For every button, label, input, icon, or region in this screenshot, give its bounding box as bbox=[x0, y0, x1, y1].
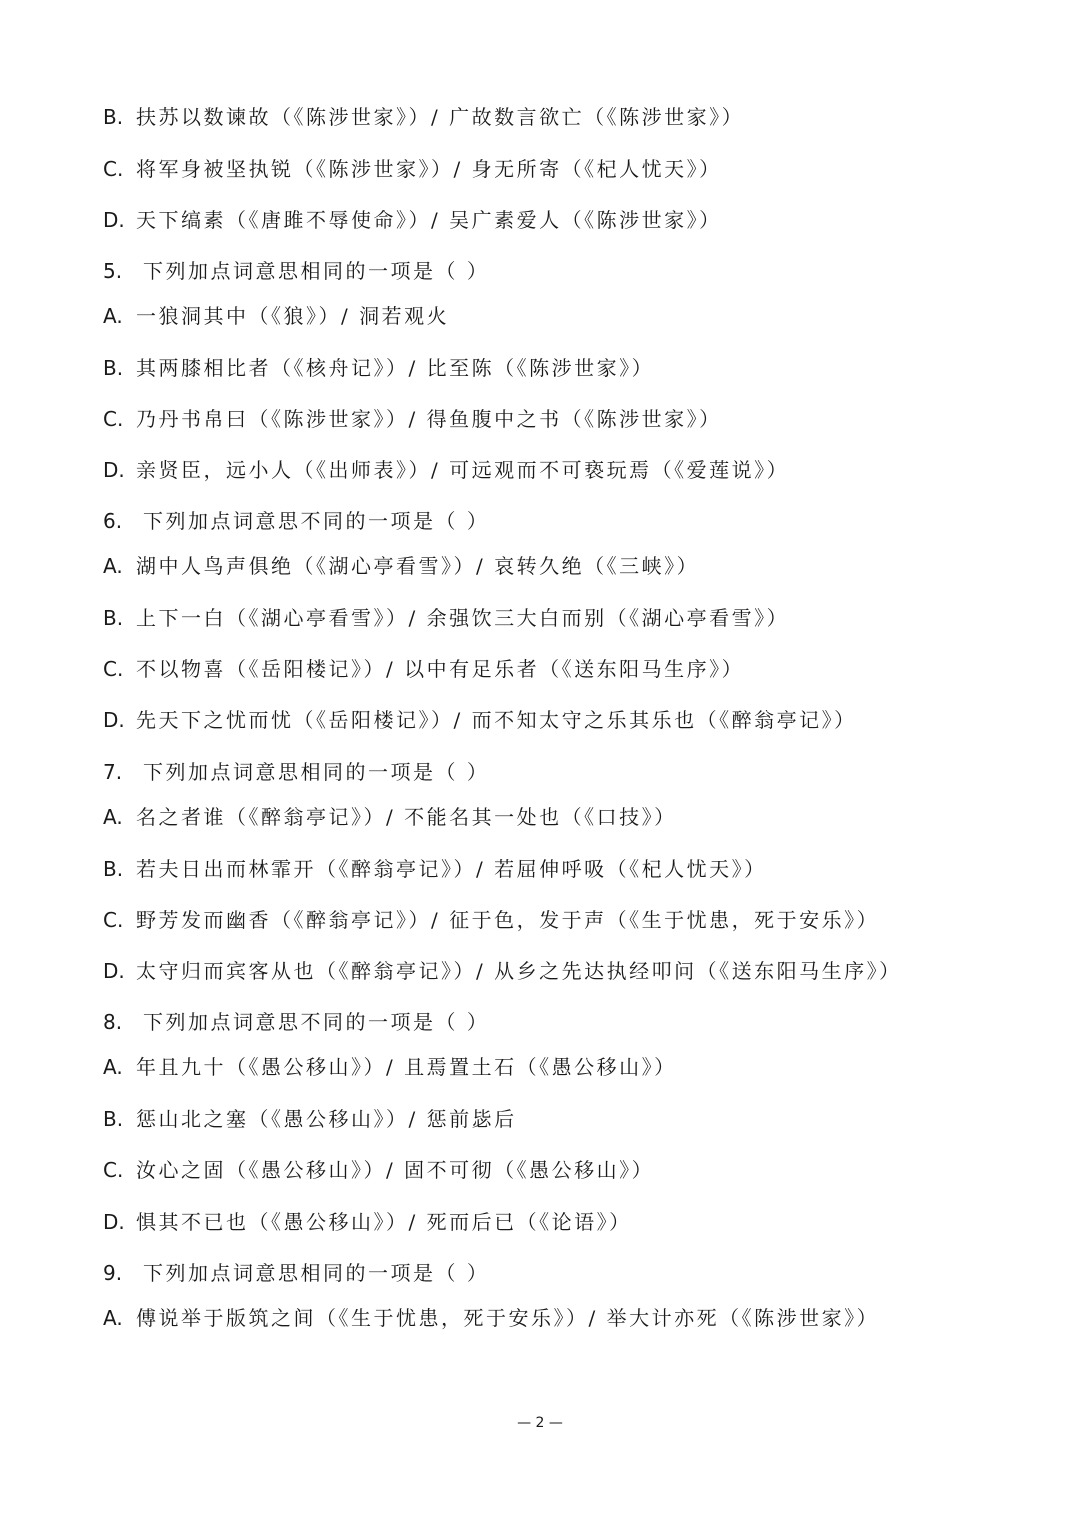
option-line bbox=[103, 604, 789, 632]
option-text: 扶苏以数谏故（《陈涉世家》）/ 广故数言欲亡（《陈涉世家》） bbox=[136, 105, 745, 129]
question-text: 下列加点词意思相同的一项是（ ） bbox=[143, 259, 490, 283]
option-line bbox=[103, 906, 879, 934]
option-text: 傅说举于版筑之间（《生于忧患，死于安乐》）/ 举大计亦死（《陈涉世家》） bbox=[136, 1306, 880, 1330]
option-label: A. bbox=[103, 304, 123, 328]
question-text: 下列加点词意思不同的一项是（ ） bbox=[143, 509, 490, 533]
option-text: 乃丹书帛曰（《陈涉世家》）/ 得鱼腹中之书（《陈涉世家》） bbox=[136, 407, 722, 431]
question-number: 9. bbox=[103, 1261, 123, 1285]
option-line bbox=[103, 155, 722, 183]
option-text: 太守归而宾客从也（《醉翁亭记》）/ 从乡之先达执经叩问（《送东阳马生序》） bbox=[136, 959, 902, 983]
option-text: 其两膝相比者（《核舟记》）/ 比至陈（《陈涉世家》） bbox=[136, 356, 655, 380]
question-number: 5. bbox=[103, 259, 123, 283]
option-text: 野芳发而幽香（《醉翁亭记》）/ 征于色，发于声（《生于忧患，死于安乐》） bbox=[136, 908, 880, 932]
option-text: 亲贤臣，远小人（《出师表》）/ 可远观而不可亵玩焉（《爱莲说》） bbox=[136, 458, 790, 482]
option-line bbox=[103, 354, 654, 382]
option-label: C. bbox=[103, 407, 124, 431]
question-text: 下列加点词意思相同的一项是（ ） bbox=[143, 760, 490, 784]
question-line bbox=[103, 758, 489, 786]
option-text: 年且九十（《愚公移山》）/ 且焉置土石（《愚公移山》） bbox=[136, 1055, 677, 1079]
option-label: C. bbox=[103, 908, 124, 932]
option-line bbox=[103, 706, 857, 734]
option-line bbox=[103, 552, 699, 580]
option-text: 湖中人鸟声俱绝（《湖心亭看雪》）/ 哀转久绝（《三峡》） bbox=[136, 554, 700, 578]
option-line bbox=[103, 957, 902, 985]
option-text: 将军身被坚执锐（《陈涉世家》）/ 身无所寄（《杞人忧天》） bbox=[136, 157, 722, 181]
option-label: A. bbox=[103, 805, 123, 829]
option-line bbox=[103, 655, 744, 683]
option-label: B. bbox=[103, 356, 124, 380]
option-label: B. bbox=[103, 105, 124, 129]
question-line bbox=[103, 257, 489, 285]
option-line bbox=[103, 302, 449, 330]
option-label: A. bbox=[103, 1055, 123, 1079]
option-label: D. bbox=[103, 458, 125, 482]
option-label: A. bbox=[103, 554, 123, 578]
question-line bbox=[103, 1259, 489, 1287]
option-text: 不以物喜（《岳阳楼记》）/ 以中有足乐者（《送东阳马生序》） bbox=[136, 657, 745, 681]
option-text: 一狼洞其中（《狼》）/ 洞若观火 bbox=[136, 304, 450, 328]
option-text: 汝心之固（《愚公移山》）/ 固不可彻（《愚公移山》） bbox=[136, 1158, 655, 1182]
question-text: 下列加点词意思不同的一项是（ ） bbox=[143, 1010, 490, 1034]
option-label: D. bbox=[103, 1210, 125, 1234]
question-line bbox=[103, 1008, 489, 1036]
option-line bbox=[103, 456, 789, 484]
option-text: 名之者谁（《醉翁亭记》）/ 不能名其一处也（《口技》） bbox=[136, 805, 677, 829]
option-label: D. bbox=[103, 208, 125, 232]
option-line bbox=[103, 1053, 677, 1081]
option-label: C. bbox=[103, 1158, 124, 1182]
option-label: A. bbox=[103, 1306, 123, 1330]
option-line bbox=[103, 1156, 654, 1184]
option-label: C. bbox=[103, 657, 124, 681]
option-line bbox=[103, 855, 767, 883]
option-text: 先天下之忧而忧（《岳阳楼记》）/ 而不知太守之乐其乐也（《醉翁亭记》） bbox=[136, 708, 857, 732]
option-line bbox=[103, 206, 722, 234]
question-number: 6. bbox=[103, 509, 123, 533]
option-line bbox=[103, 1208, 632, 1236]
option-label: B. bbox=[103, 1107, 124, 1131]
page-number: — 2 — bbox=[517, 1415, 563, 1431]
question-number: 7. bbox=[103, 760, 123, 784]
option-line bbox=[103, 405, 722, 433]
option-text: 若夫日出而林霏开（《醉翁亭记》）/ 若屈伸呼吸（《杞人忧天》） bbox=[136, 857, 767, 881]
option-line bbox=[103, 103, 744, 131]
option-text: 惩山北之塞（《愚公移山》）/ 惩前毖后 bbox=[136, 1107, 517, 1131]
option-text: 天下缟素（《唐雎不辱使命》）/ 吴广素爱人（《陈涉世家》） bbox=[136, 208, 722, 232]
option-label: D. bbox=[103, 959, 125, 983]
option-label: C. bbox=[103, 157, 124, 181]
question-line bbox=[103, 507, 489, 535]
option-text: 惧其不已也（《愚公移山》）/ 死而后已（《论语》） bbox=[136, 1210, 632, 1234]
question-text: 下列加点词意思相同的一项是（ ） bbox=[143, 1261, 490, 1285]
option-line bbox=[103, 803, 677, 831]
option-label: B. bbox=[103, 606, 124, 630]
option-label: D. bbox=[103, 708, 125, 732]
question-number: 8. bbox=[103, 1010, 123, 1034]
option-text: 上下一白（《湖心亭看雪》）/ 余强饮三大白而别（《湖心亭看雪》） bbox=[136, 606, 790, 630]
option-label: B. bbox=[103, 857, 124, 881]
option-line bbox=[103, 1105, 517, 1133]
option-line bbox=[103, 1304, 879, 1332]
